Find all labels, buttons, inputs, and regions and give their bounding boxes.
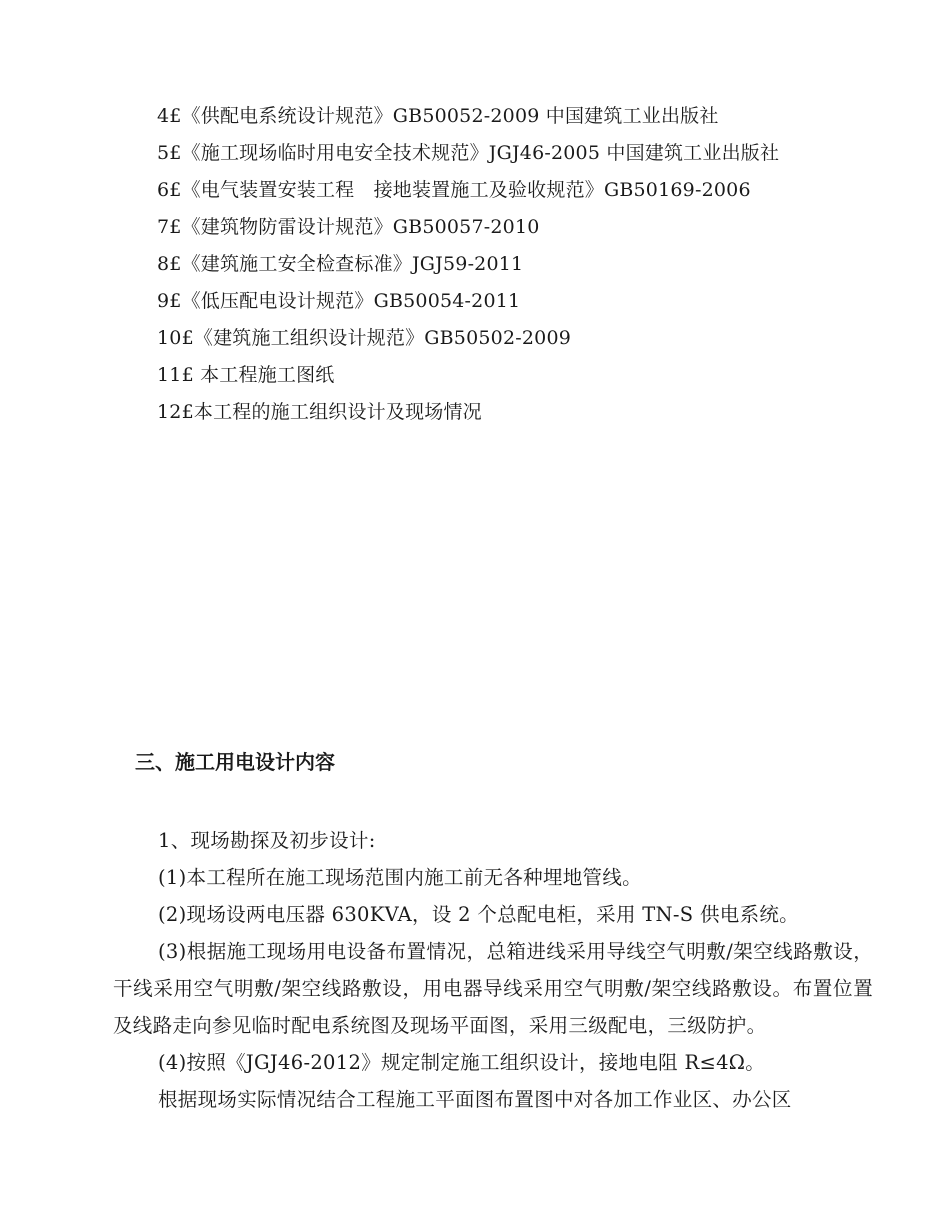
paragraph: (3)根据施工现场用电设备布置情况，总箱进线采用导线空气明敷/架空线路敷设，干线采用空气明敷/架空线路敷设，用电器导线采用空气明敷/架空线路敷设。布置位置及线路走向参见临时配电系统图及现场平面图，采用三级配电，三级防护。 xyxy=(113,940,873,1037)
reference-item: 9£《低压配电设计规范》GB50054-2011 xyxy=(157,290,521,312)
paragraph: 1、现场勘探及初步设计: xyxy=(158,829,376,852)
paragraph: (4)按照《JGJ46-2012》规定制定施工组织设计，接地电阻 R≤4Ω。 xyxy=(158,1051,766,1074)
section-body xyxy=(113,822,873,1118)
reference-list xyxy=(157,102,877,435)
paragraph: 根据现场实际情况结合工程施工平面图布置图中对各加工作业区、办公区 xyxy=(158,1088,792,1111)
reference-item: 8£《建筑施工安全检查标准》JGJ59-2011 xyxy=(157,253,524,275)
reference-item: 11£ 本工程施工图纸 xyxy=(157,364,335,386)
section-heading: 三、施工用电设计内容 xyxy=(135,750,335,774)
reference-item: 12£本工程的施工组织设计及现场情况 xyxy=(157,401,482,423)
paragraph: (2)现场设两电压器 630KVA，设 2 个总配电柜，采用 TN-S 供电系统。 xyxy=(158,903,799,926)
reference-item: 4£《供配电系统设计规范》GB50052-2009 中国建筑工业出版社 xyxy=(157,105,719,127)
reference-item: 10£《建筑施工组织设计规范》GB50502-2009 xyxy=(157,327,572,349)
reference-item: 7£《建筑物防雷设计规范》GB50057-2010 xyxy=(157,216,540,238)
paragraph: (1)本工程所在施工现场范围内施工前无各种埋地管线。 xyxy=(158,866,642,889)
reference-item: 5£《施工现场临时用电安全技术规范》JGJ46-2005 中国建筑工业出版社 xyxy=(157,142,780,164)
reference-item: 6£《电气装置安装工程 接地装置施工及验收规范》GB50169-2006 xyxy=(157,179,751,201)
